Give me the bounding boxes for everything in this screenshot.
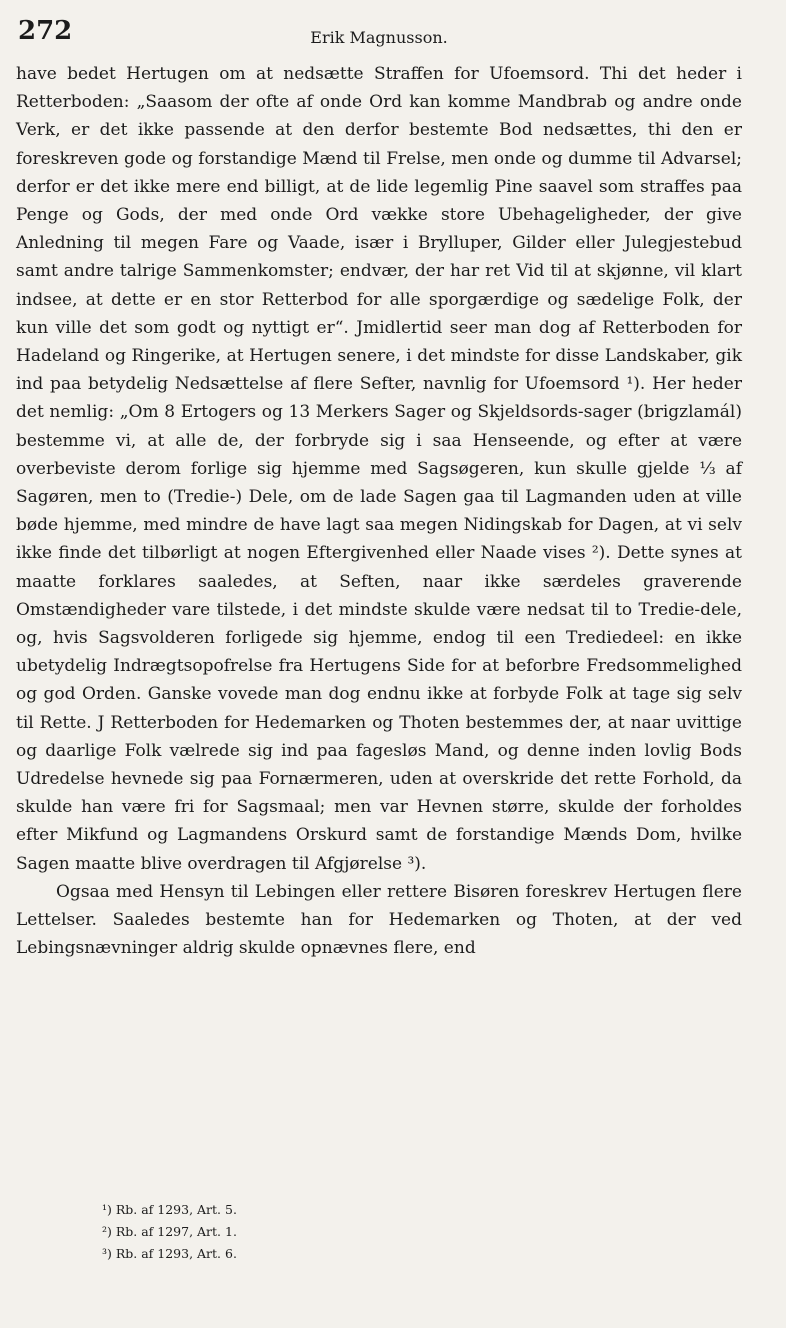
paragraph-1: have bedet Hertugen om at nedsætte Straffen for Ufoemsord. Thi det heder i Retterboden: „Saasom der ofte af onde Ord kan komme Mandbrab og andre onde Verk, er det ikke passende at den derfor bestemte Bod nedsættes, thi den er foreskreven gode og forstandige Mænd til Frelse, men onde og dumme til Advarsel; derfor er det ikke mere end billigt, at de lide legemlig Pine saavel som straffes paa Penge og Gods, der med onde Ord vække store Ubehageligheder, der give Anledning til megen Fare og Vaade, især i Brylluper, Gilder eller Julegjestebud samt andre talrige Sammenkomster; endvær, der har ret Vid til at skjønne, vil klart indsee, at dette er en stor Retterbod for alle sporgærdige og sædelige Folk, der kun ville det som godt og nyttigt er“. Jmidlertid seer man dog af Retterboden for Hadeland og Ringerike, at Hertugen senere, i det mindste for disse Landskaber, gik ind paa betydelig Nedsættelse af flere Sefter, navnlig for Ufoemsord ¹). Her heder det nemlig: „Om 8 Ertogers og 13 Merkers Sager og Skjeldsords-sager (brigzlamál) bestemme vi, at alle de, der forbryde sig i saa Henseende, og efter at være overbeviste derom forlige sig hjemme med Sagsøgeren, kun skulle gjelde ⅓ af Sagøren, men to (Tredie-) Dele, om de lade Sagen gaa til Lagmanden uden at ville bøde hjemme, med mindre de have lagt saa megen Nidingskab for Dagen, at vi selv ikke finde det tilbørligt at nogen Eftergivenhed eller Naade vises ²). Dette synes at maatte forklares saaledes, at Seften, naar ikke særdeles graverende Omstændigheder vare tilstede, i det mindste skulde være nedsat til to Tredie-dele, og, hvis Sagsvolderen forligede sig hjemme, endog til een Trediedeel: en ikke ubetydelig Indrægtsopofrelse fra Hertugens Side for at beforbre Fredsommelighed og god Orden. Ganske vovede man dog endnu ikke at forbyde Folk at tage sig selv til Rette. J Retterboden for Hedemarken og Thoten bestemmes der, at naar uvittige og daarlige Folk vælrede sig ind paa fagesløs Mand, og denne inden lovlig Bods Udredelse hevnede sig paa Fornærmeren, uden at overskride det rette Forhold, da skulde han være fri for Sagsmaal; men var Hevnen større, skulde der forholdes efter Mikfund og Lagmandens Orskurd samt de forstandige Mænds Dom, hvilke Sagen maatte blive overdragen til Afgjørelse ³). [16, 64, 742, 874]
page-number: 272 [18, 16, 73, 46]
footnote-2: ²) Rb. af 1297, Art. 1. [102, 1224, 237, 1239]
footnotes [102, 1199, 237, 1265]
footnote-1: ¹) Rb. af 1293, Art. 5. [102, 1202, 237, 1217]
running-head: Erik Magnusson. [310, 28, 448, 47]
paragraph-2: Ogsaa med Hensyn til Lebingen eller rettere Bisøren foreskrev Hertugen flere Lettelser. Saaledes bestemte han for Hedemarken og Thoten, at der ved Lebingsnævninger aldrig skulde opnævnes flere, end [16, 881, 742, 959]
page-header [16, 14, 742, 60]
footnote-3: ³) Rb. af 1293, Art. 6. [102, 1246, 237, 1261]
body-text [16, 60, 742, 963]
